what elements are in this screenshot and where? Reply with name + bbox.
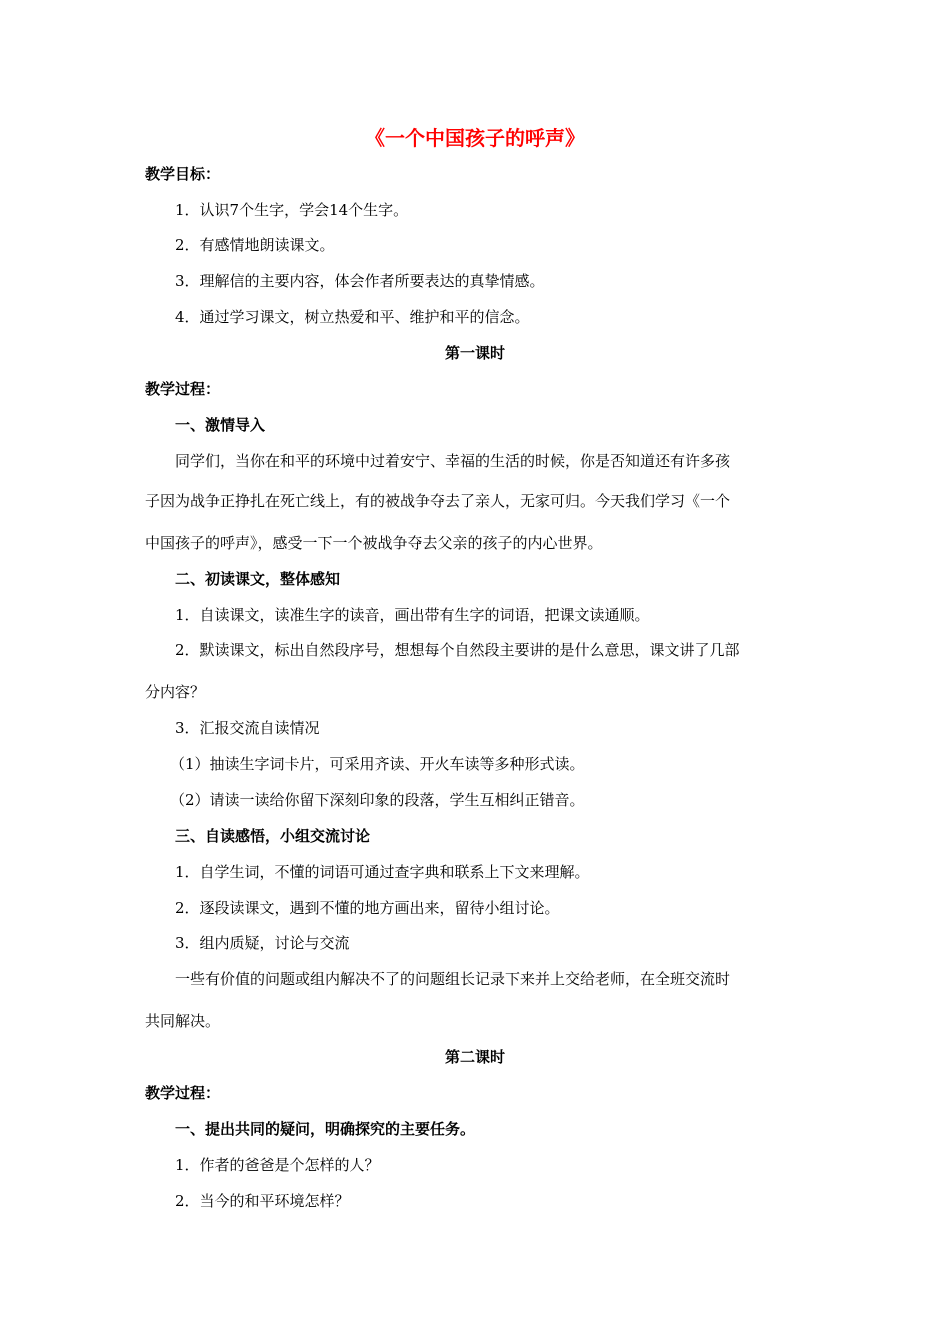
lesson1-process-heading: 教学过程： [145, 380, 221, 398]
list-item: 1．作者的爸爸是个怎样的人？ [175, 1156, 380, 1174]
paragraph-line: 子因为战争正挣扎在死亡线上，有的被战争夺去了亲人，无家可归。今天我们学习《一个 [145, 492, 731, 510]
goal-item: 2．有感情地朗读课文。 [175, 236, 335, 254]
list-item: 1．自学生词，不懂的词语可通过查字典和联系上下文来理解。 [175, 863, 590, 881]
goal-item: 4．通过学习课文，树立热爱和平、维护和平的信念。 [175, 308, 530, 326]
section-heading: 一、提出共同的疑问，明确探究的主要任务。 [175, 1120, 476, 1138]
section-heading: 三、自读感悟，小组交流讨论 [175, 827, 371, 845]
lesson2-heading: 第二课时 [444, 1048, 505, 1066]
lesson1-heading: 第一课时 [444, 344, 505, 362]
list-item: 2．默读课文，标出自然段序号，想想每个自然段主要讲的是什么意思，课文讲了几部 [175, 641, 740, 659]
lesson2-process-heading: 教学过程： [145, 1084, 221, 1102]
paragraph-line: 一些有价值的问题或组内解决不了的问题组长记录下来并上交给老师，在全班交流时 [175, 970, 731, 988]
paragraph-line: 同学们，当你在和平的环境中过着安宁、幸福的生活的时候，你是否知道还有许多孩 [175, 452, 731, 470]
document-title: 《一个中国孩子的呼声》 [365, 126, 585, 150]
paragraph-line: 共同解决。 [145, 1012, 221, 1030]
sub-list-item: （1）抽读生字词卡片，可采用齐读、开火车读等多种形式读。 [170, 755, 585, 773]
goal-item: 3．理解信的主要内容，体会作者所要表达的真挚情感。 [175, 272, 545, 290]
section-heading: 一、激情导入 [175, 416, 266, 434]
goals-heading: 教学目标： [145, 165, 221, 183]
list-item: 3．汇报交流自读情况 [175, 719, 320, 737]
goal-item: 1．认识7个生字，学会14个生字。 [175, 201, 409, 219]
list-item: 2．当今的和平环境怎样？ [175, 1192, 350, 1210]
list-item: 1．自读课文，读准生字的读音，画出带有生字的词语，把课文读通顺。 [175, 606, 650, 624]
paragraph-line: 中国孩子的呼声》，感受一下一个被战争夺去父亲的孩子的内心世界。 [145, 534, 603, 552]
list-item-continuation: 分内容？ [145, 683, 206, 701]
section-heading: 二、初读课文，整体感知 [175, 570, 341, 588]
list-item: 2．逐段读课文，遇到不懂的地方画出来，留待小组讨论。 [175, 899, 560, 917]
sub-list-item: （2）请读一读给你留下深刻印象的段落，学生互相纠正错音。 [170, 791, 585, 809]
list-item: 3．组内质疑，讨论与交流 [175, 934, 350, 952]
